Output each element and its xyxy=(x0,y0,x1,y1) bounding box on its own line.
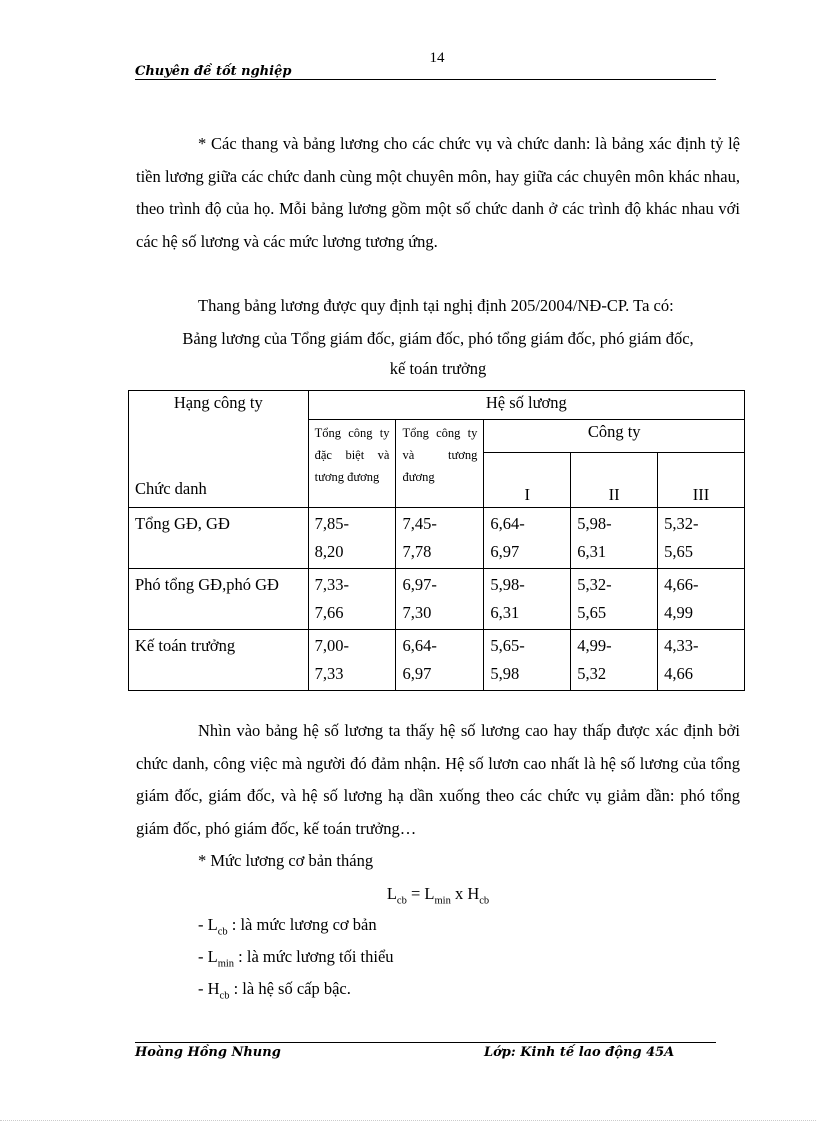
coef-cell: 5,98- 6,31 xyxy=(484,569,571,630)
row-title: Phó tổng GĐ,phó GĐ xyxy=(129,569,309,630)
definition-lcb: - $L_{cb}$ : là mức lương cơ bản xyxy=(198,915,377,938)
coef-cell: 7,33- 7,66 xyxy=(308,569,396,630)
coef-cell: 5,65- 5,98 xyxy=(484,630,571,691)
coef-cell: 6,64- 6,97 xyxy=(484,508,571,569)
footer-class: Lớp: Kinh tế lao động 45A xyxy=(484,1045,675,1060)
header-coefficient: Hệ số lương xyxy=(308,391,744,420)
header-company-rank: Hạng công ty xyxy=(173,393,263,412)
salary-formula: $L_{cb} = L_{min}$ x $H_{cb}$ xyxy=(386,884,490,907)
paragraph-analysis: Nhìn vào bảng hệ số lương ta thấy hệ số lương cao hay thấp được xác định bởi chức danh, công việc mà người đó đảm nhận. Hệ số lươn cao nhất là hệ số lương của tổng giám đốc, giám đốc, và hệ số lương hạ dần xuống theo các chức vụ giảm dần: phó tổng giám đốc, phó giám đốc, kế toán trưởng… xyxy=(136,721,740,838)
coef-cell: 7,00- 7,33 xyxy=(308,630,396,691)
paragraph-base-salary: * Mức lương cơ bản tháng xyxy=(198,851,374,870)
definition-hcb: - $H_{cb}$ : là hệ số cấp bậc. xyxy=(198,979,351,1002)
coef-cell: 6,64- 6,97 xyxy=(396,630,484,691)
row-title: Kế toán trưởng xyxy=(129,630,309,691)
header-rule xyxy=(135,79,716,80)
header-grade-1: I xyxy=(484,453,571,508)
page-number: 14 xyxy=(429,50,445,66)
row-title: Tổng GĐ, GĐ xyxy=(129,508,309,569)
table-caption-line2: kế toán trưởng xyxy=(389,359,487,378)
footer-author: Hoàng Hồng Nhung xyxy=(135,1045,281,1060)
paragraph-decree: Thang bảng lương được quy định tại nghị định 205/2004/NĐ-CP. Ta có: xyxy=(198,296,674,315)
header-corp-equivalent: Tổng công ty và tương đương xyxy=(396,420,484,508)
header-grade-2: II xyxy=(571,453,658,508)
page-edge-divider xyxy=(0,1120,816,1121)
footer-rule xyxy=(135,1042,716,1043)
coef-cell: 5,98- 6,31 xyxy=(571,508,658,569)
header-title: Chuyên đề tốt nghiệp xyxy=(135,64,292,79)
table-caption-line1: Bảng lương của Tổng giám đốc, giám đốc, phó tổng giám đốc, phó giám đốc, xyxy=(182,329,694,348)
header-special-corp: Tổng công ty đặc biệt và tương đương xyxy=(308,420,396,508)
header-grade-3: III xyxy=(658,453,745,508)
header-rank-title-cell xyxy=(129,391,309,508)
definition-lmin: - $L_{min}$ : là mức lương tối thiểu xyxy=(198,947,394,970)
coef-cell: 6,97- 7,30 xyxy=(396,569,484,630)
header-job-title: Chức danh xyxy=(135,479,207,498)
table-header-row xyxy=(129,391,745,420)
table-row xyxy=(129,630,745,691)
coef-cell: 4,66- 4,99 xyxy=(658,569,745,630)
coef-cell: 4,99- 5,32 xyxy=(571,630,658,691)
header-company: Công ty xyxy=(484,420,745,453)
coef-cell: 7,85- 8,20 xyxy=(308,508,396,569)
table-row xyxy=(129,569,745,630)
paragraph-salary-scales: * Các thang và bảng lương cho các chức vụ và chức danh: là bảng xác định tỷ lệ tiền lương giữa các chức danh cùng một chuyên môn, hay giữa các chuyên môn khác nhau, theo trình độ của họ. Mỗi bảng lương gồm một số chức danh ở các trình độ khác nhau với các hệ số lương và các mức lương tương ứng. xyxy=(136,134,740,251)
coef-cell: 7,45- 7,78 xyxy=(396,508,484,569)
coef-cell: 5,32- 5,65 xyxy=(571,569,658,630)
table-row xyxy=(129,508,745,569)
coef-cell: 5,32- 5,65 xyxy=(658,508,745,569)
wage-coefficient-table xyxy=(128,390,745,691)
coef-cell: 4,33- 4,66 xyxy=(658,630,745,691)
